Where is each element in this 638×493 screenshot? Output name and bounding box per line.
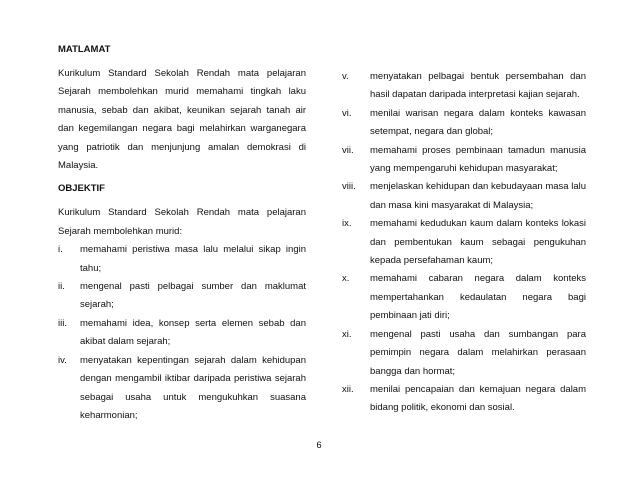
list-item-number: x.	[342, 273, 350, 285]
list-item-number: viii.	[342, 181, 356, 193]
list-item	[342, 270, 586, 325]
objektif-list-right	[342, 68, 586, 418]
objektif-list-left	[58, 241, 306, 425]
list-item-text: memahami peristiwa masa lalu melalui sikap ingin tahu;	[80, 244, 306, 274]
list-item	[58, 241, 306, 278]
list-item-text: menjelaskan kehidupan dan kebudayaan masa lalu dan masa kini masyarakat di Malaysia;	[370, 181, 587, 211]
objektif-heading: OBJEKTIF	[58, 183, 105, 195]
list-item	[342, 326, 586, 381]
matlamat-paragraph: Kurikulum Standard Sekolah Rendah mata pelajaran Sejarah membolehkan murid memahami tingkah laku manusia, sebab dan akibat, keunikan sejarah tanah air dan kegemilangan negara bagi melahirkan warganegara yang patriotik dan menjunjung amalan demokrasi di Malaysia.	[58, 68, 306, 172]
list-item-number: xii.	[342, 383, 354, 395]
list-item-text: memahami idea, konsep serta elemen sebab dan akibat dalam sejarah;	[80, 317, 306, 348]
list-item	[342, 142, 586, 179]
list-item	[342, 178, 586, 215]
list-item-text: memahami kedudukan kaum dalam konteks lokasi dan pembentukan kaum sebagai pengukuhan kepada persefahaman kaum;	[370, 218, 586, 267]
list-item-number: iii.	[58, 317, 67, 329]
list-item-number: vii.	[342, 144, 354, 156]
list-item	[342, 381, 586, 418]
list-item-number: vi.	[342, 107, 352, 119]
list-item-text: menilai warisan negara dalam konteks kawasan setempat, negara dan global;	[370, 107, 586, 138]
list-item-text: menyatakan kepentingan sejarah dalam kehidupan dengan mengambil iktibar daripada peristiwa sejarah sebagai usaha untuk mengukuhkan suasana keharmonian;	[80, 354, 306, 421]
list-item-text: menyatakan pelbagai bentuk persembahan dan hasil dapatan daripada interpretasi kajian sejarah.	[370, 71, 586, 101]
list-item-number: ix.	[342, 218, 352, 230]
page-number: 6	[316, 440, 322, 451]
list-item	[58, 278, 306, 315]
list-item-number: v.	[342, 71, 349, 82]
list-item-text: mengenal pasti usaha dan sumbangan para pemimpin negara dalam melahirkan perasaan bangga dan hormat;	[370, 328, 586, 377]
list-item	[58, 315, 306, 352]
list-item	[342, 68, 586, 105]
list-item-text: mengenal pasti pelbagai sumber dan maklumat sejarah;	[80, 281, 306, 311]
list-item	[342, 105, 586, 142]
list-item-number: xi.	[342, 328, 352, 340]
list-item-text: menilai pencapaian dan kemajuan negara dalam bidang politik, ekonomi dan sosial.	[370, 383, 586, 414]
list-item	[342, 215, 586, 270]
matlamat-heading: MATLAMAT	[58, 44, 111, 55]
list-item-text: memahami cabaran negara dalam konteks mempertahankan kedaulatan negara bagi pembinaan jati diri;	[370, 273, 586, 322]
list-item-number: i.	[58, 244, 63, 256]
list-item-number: iv.	[58, 354, 67, 366]
list-item-number: ii.	[58, 281, 65, 293]
list-item	[58, 352, 306, 426]
left-column	[58, 44, 306, 425]
list-item-text: memahami proses pembinaan tamadun manusia yang mempengaruhi kehidupan masyarakat;	[370, 144, 586, 175]
objektif-intro: Kurikulum Standard Sekolah Rendah mata pelajaran Sejarah membolehkan murid:	[58, 207, 306, 237]
right-column	[342, 68, 586, 418]
